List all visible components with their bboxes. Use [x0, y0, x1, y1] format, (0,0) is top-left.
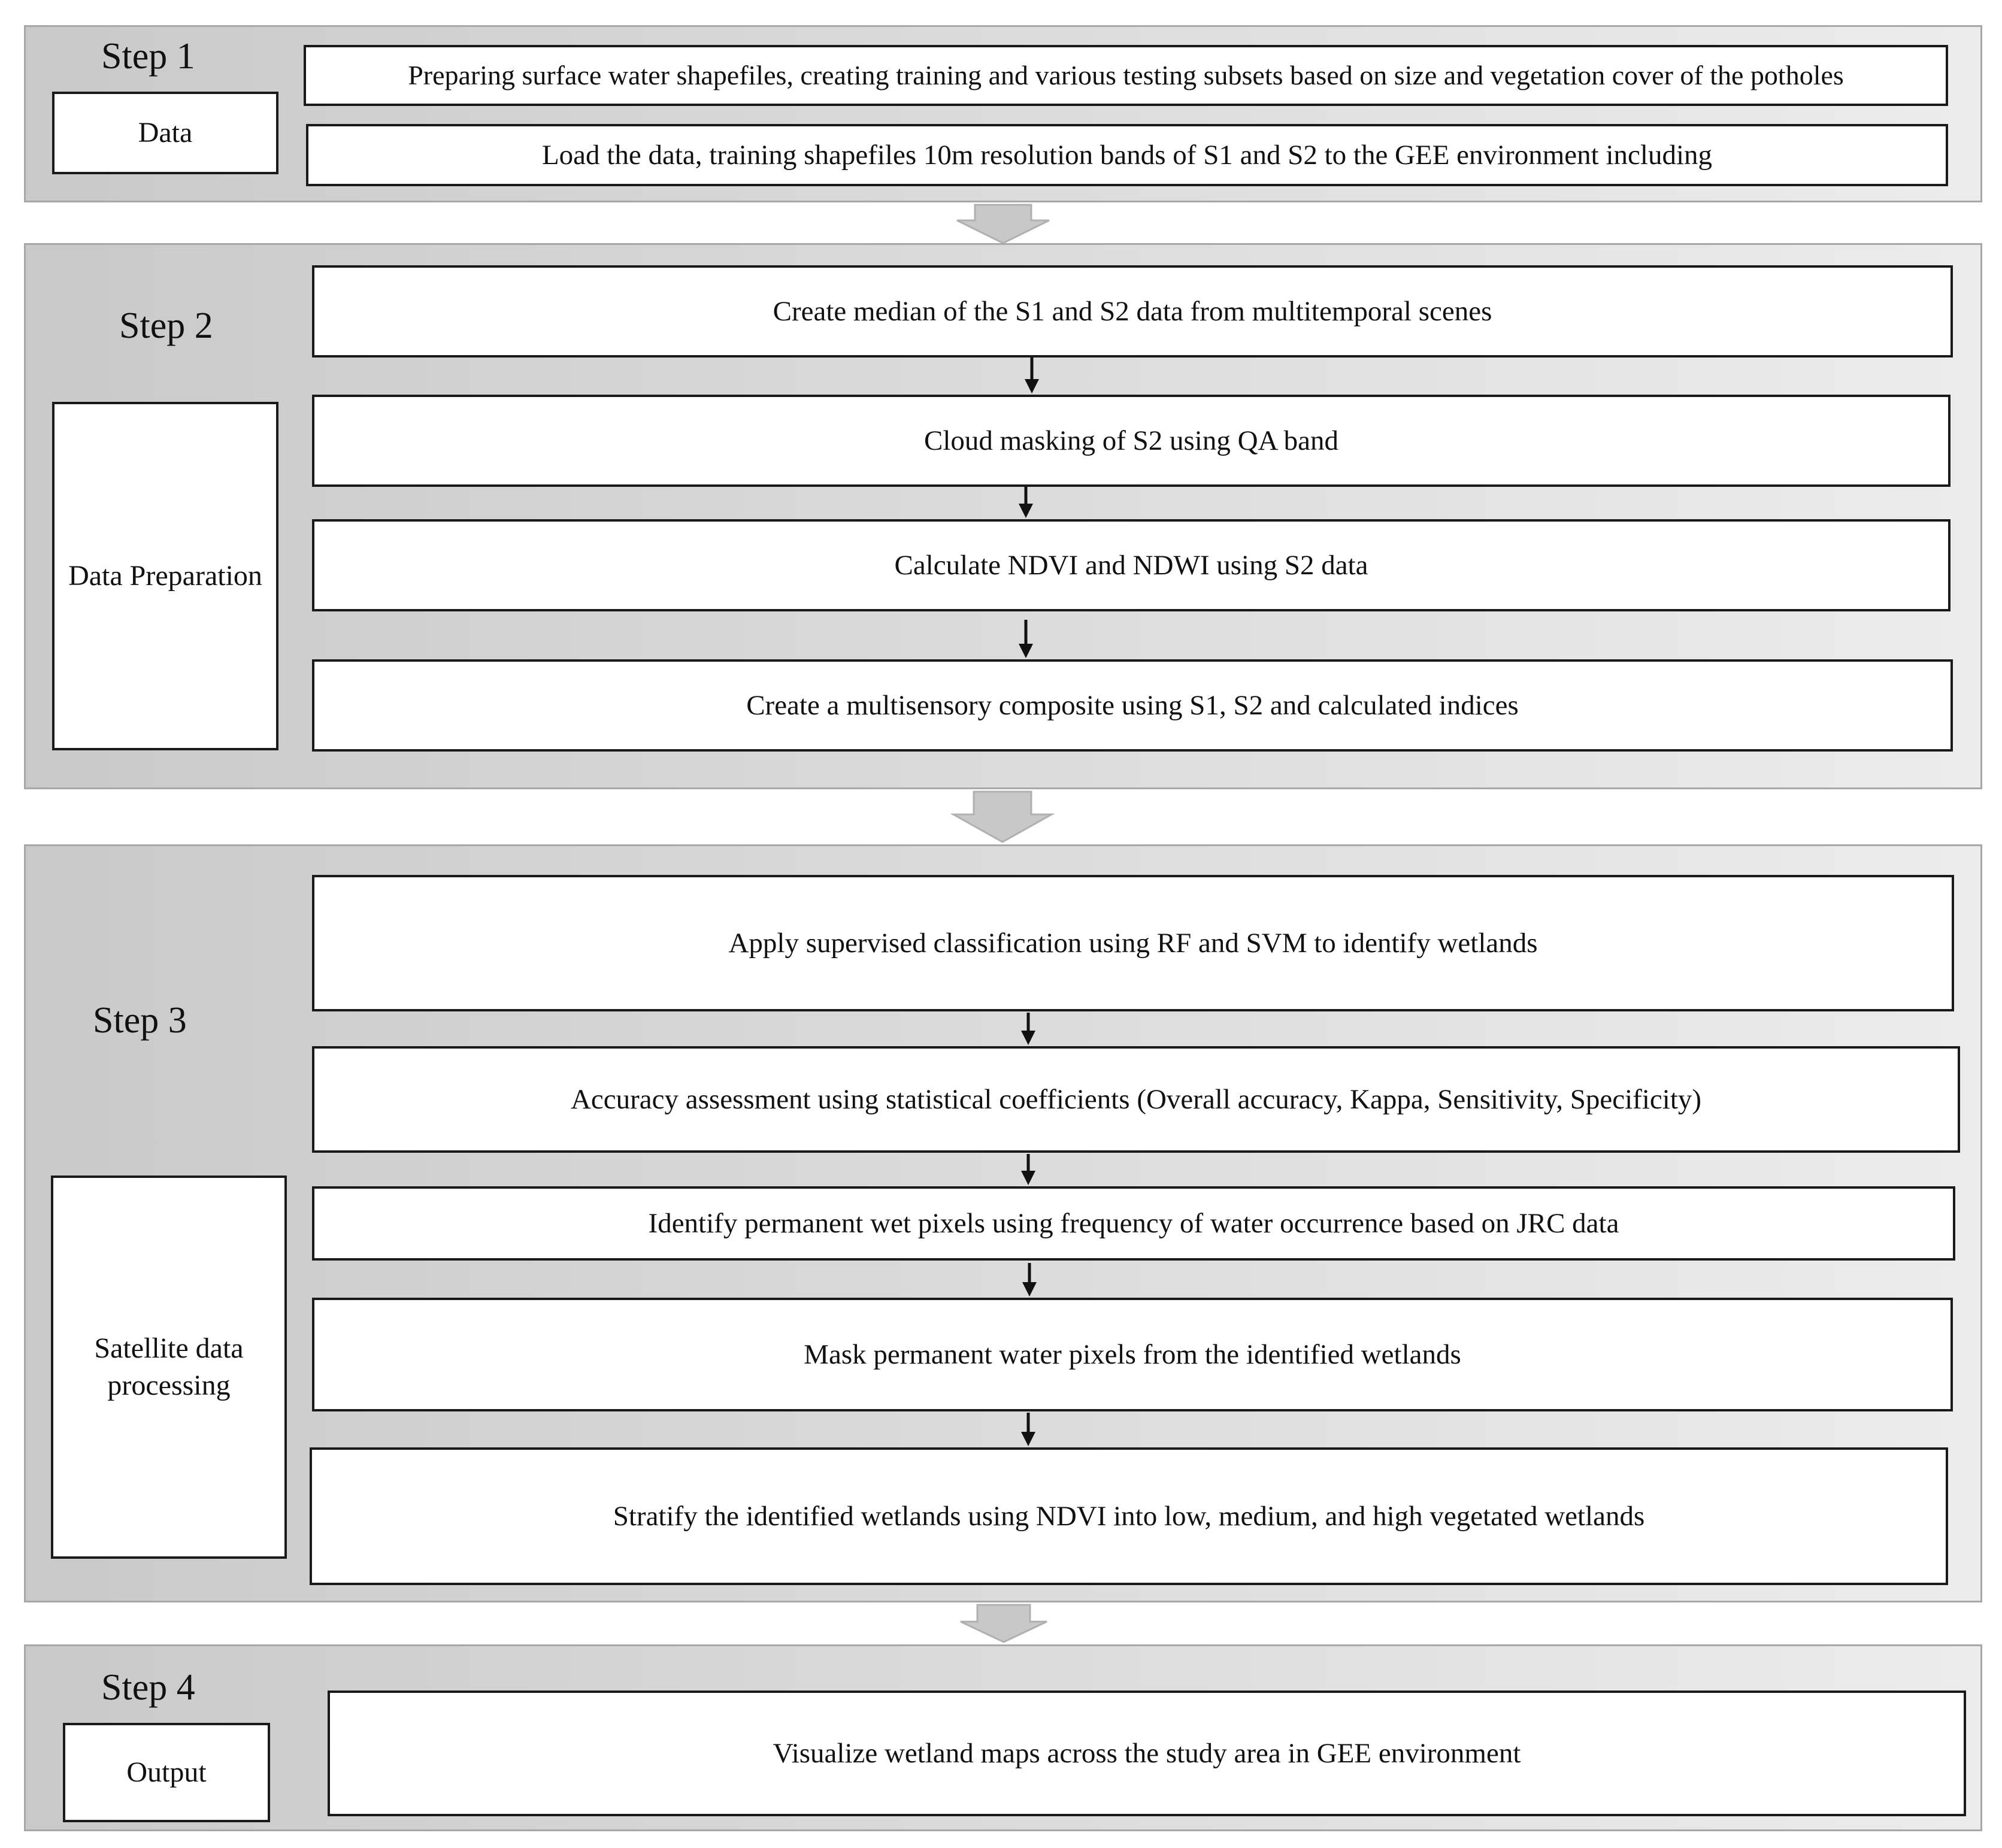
step-1-to-2-arrow-shape [957, 205, 1049, 243]
step-4-panel [24, 1644, 1982, 1831]
step-2-panel [24, 243, 1982, 789]
step-4-label: Output [63, 1723, 270, 1822]
step-2-task-2: Cloud masking of S2 using QA band [312, 395, 1950, 487]
step-3-task-4: Mask permanent water pixels from the identified wetlands [312, 1298, 1953, 1411]
step-2-flow-arrow-2 [1014, 487, 1038, 519]
step-3-flow-arrow-4 [1016, 1411, 1040, 1447]
step-2-label: Data Preparation [52, 402, 278, 750]
step-2-title: Step 2 [119, 305, 213, 346]
step-3-flow-arrow-3 [1017, 1261, 1041, 1298]
step-3-task-3: Identify permanent wet pixels using frequency of water occurrence based on JRC data [312, 1186, 1955, 1261]
step-3-to-4-arrow [956, 1604, 1052, 1644]
step-3-task-1: Apply supervised classification using RF and SVM to identify wetlands [312, 875, 1954, 1011]
step-1-to-2-arrow [952, 204, 1054, 246]
step-3-task-2: Accuracy assessment using statistical coefficients (Overall accuracy, Kappa, Sensitivity, Specificity) [312, 1046, 1960, 1153]
step-2-flow-arrow-3 [1014, 611, 1038, 659]
step-2-task-3: Calculate NDVI and NDWI using S2 data [312, 519, 1950, 611]
step-2-to-3-arrow-shape [953, 792, 1052, 842]
step-3-to-4-arrow-shape [961, 1605, 1047, 1642]
step-2-task-1: Create median of the S1 and S2 data from multitemporal scenes [312, 265, 1953, 358]
step-3-title: Step 3 [93, 1000, 187, 1041]
step-2-to-3-arrow [950, 789, 1055, 844]
step-1-panel [24, 25, 1982, 202]
step-3-label: Satellite data processing [51, 1176, 287, 1559]
step-1-title: Step 1 [101, 36, 195, 77]
step-1-task-1: Preparing surface water shapefiles, creating training and various testing subsets based on size and vegetation cover of the potholes [304, 45, 1948, 106]
step-3-flow-arrow-1 [1016, 1011, 1040, 1046]
step-4-title: Step 4 [101, 1667, 195, 1708]
step-3-panel [24, 844, 1982, 1602]
step-3-flow-arrow-2 [1016, 1153, 1040, 1186]
step-3-task-5: Stratify the identified wetlands using NDVI into low, medium, and high vegetated wetlands [310, 1447, 1948, 1585]
step-4-task-1: Visualize wetland maps across the study area in GEE environment [328, 1691, 1966, 1816]
step-1-label: Data [52, 92, 278, 174]
step-2-flow-arrow-1 [1020, 358, 1044, 395]
step-1-task-2: Load the data, training shapefiles 10m resolution bands of S1 and S2 to the GEE environment including [306, 124, 1948, 186]
step-2-task-4: Create a multisensory composite using S1, S2 and calculated indices [312, 659, 1953, 752]
